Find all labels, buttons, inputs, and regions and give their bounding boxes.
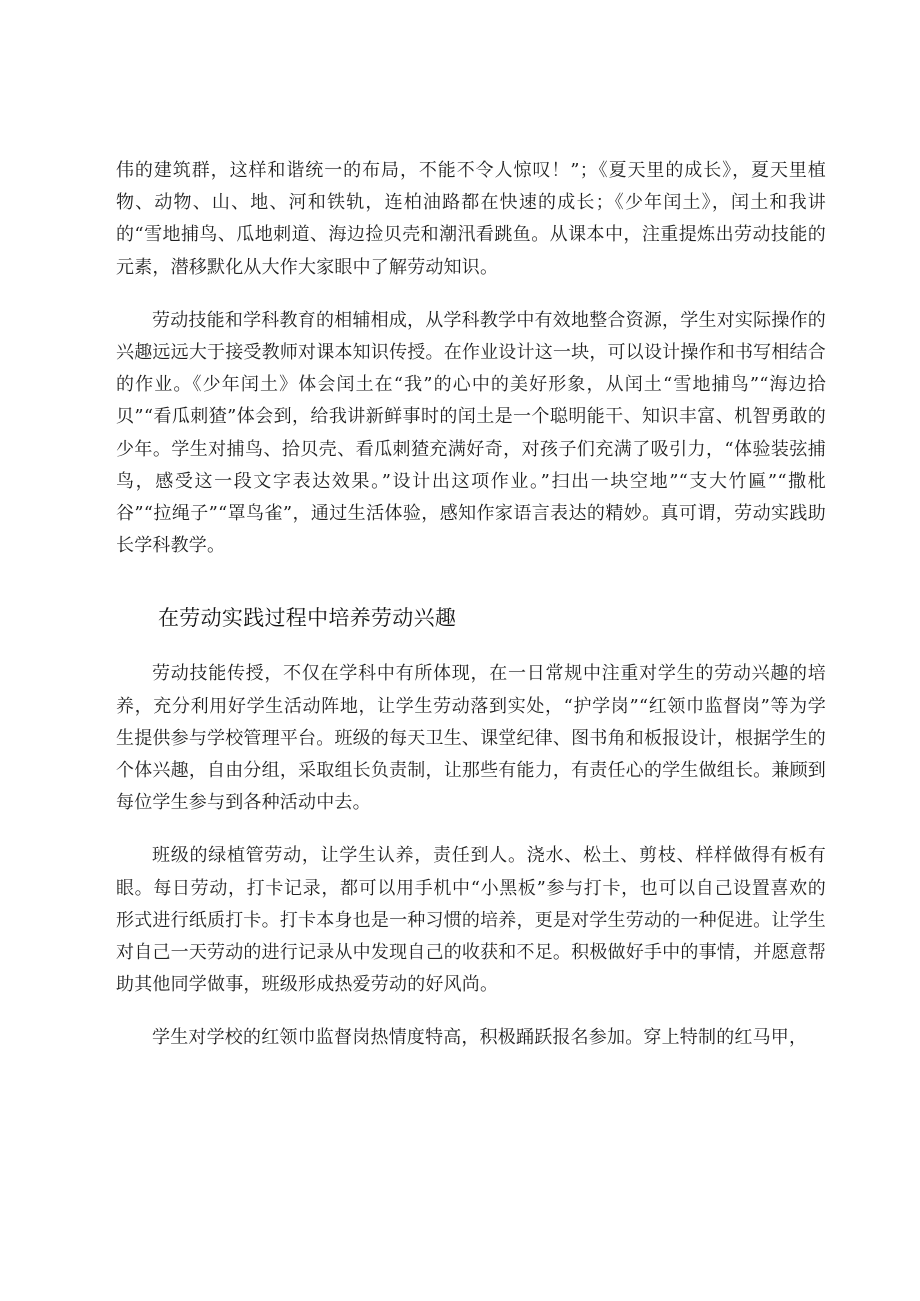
paragraph-red-scarf-supervision: 学生对学校的红领巾监督岗热情度特高，积极踊跃报名参加。穿上特制的红马甲，: [152, 1027, 808, 1049]
document-body: [116, 155, 826, 1055]
section-heading: 在劳动实践过程中培养劳动兴趣: [158, 606, 457, 631]
paragraph-continued: 伟的建筑群，这样和谐统一的布局，不能不令人惊叹！”；《夏天里的成长》，夏天里植物、动物、山、地、河和铁轨，连柏油路都在快速的成长；《少年闰土》，闰土和我讲的“雪地捕鸟、瓜地刺道、海边捡贝壳和潮汛看跳鱼。从课本中，注重提炼出劳动技能的元素，潜移默化从大作大家眼中了解劳动知识。: [116, 160, 826, 278]
paragraph-green-plant-care: 班级的绿植管劳动，让学生认养，责任到人。浇水、松土、剪枝、样样做得有板有眼。每日劳动，打卡记录，都可以用手机中“小黑板”参与打卡，也可以自己设置喜欢的形式进行纸质打卡。打卡本身也是一种习惯的培养，更是对学生劳动的一种促进。让学生对自己一天劳动的进行记录从中发现自己的收获和不足。积极做好手中的事情，并愿意帮助其他同学做事，班级形成热爱劳动的好风尚。: [116, 845, 826, 996]
paragraph-subject-integration: 劳动技能和学科教育的相辅相成，从学科教学中有效地整合资源，学生对实际操作的兴趣远远大于接受教师对课本知识传授。在作业设计这一块，可以设计操作和书写相结合的作业。《少年闰土》体会闰土在“我”的心中的美好形象，从闰土“雪地捕鸟”“海边拾贝”“看瓜刺猹”体会到，给我讲新鲜事时的闰土是一个聪明能干、知识丰富、机智勇敢的少年。学生对捕鸟、拾贝壳、看瓜刺猹充满好奇，对孩子们充满了吸引力，“体验装弦捕鸟，感受这一段文字表达效果。”设计出这项作业。”扫出一块空地”“支大竹匾”“撒枇谷”“拉绳子”“罩鸟雀”，通过生活体验，感知作家语言表达的精妙。真可谓，劳动实践助长学科教学。: [116, 309, 826, 557]
paragraph-daily-routine: 劳动技能传授，不仅在学科中有所体现，在一日常规中注重对学生的劳动兴趣的培养，充分利用好学生活动阵地，让学生劳动落到实处，“护学岗”“红领巾监督岗”等为学生提供参与学校管理平台。班级的每天卫生、课堂纪律、图书角和板报设计，根据学生的个体兴趣，自由分组，采取组长负责制，让那些有能力，有责任心的学生做组长。兼顾到每位学生参与到各种活动中去。: [116, 663, 826, 814]
